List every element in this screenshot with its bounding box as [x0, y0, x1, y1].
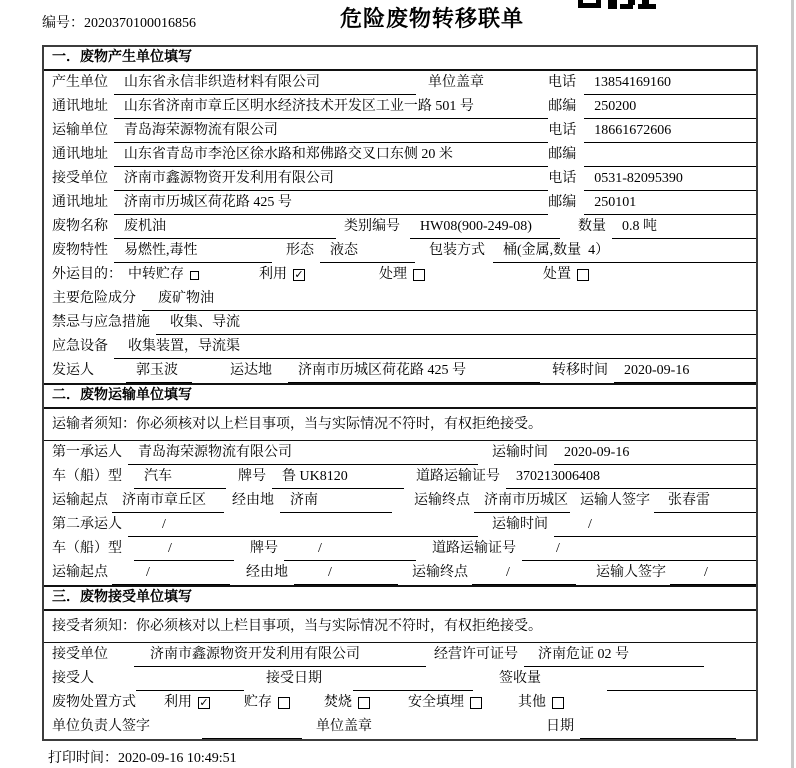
date-value [580, 715, 736, 739]
transporter-sign-value: 张春雷 [654, 489, 756, 513]
transporter-row [44, 119, 756, 143]
transporter-sign-label: 运输人签字 [580, 493, 650, 508]
via-label: 经由地 [232, 493, 274, 508]
address-label: 通讯地址 [52, 195, 108, 210]
purpose-option-dispose-label: 处置 [543, 267, 571, 282]
receive-unit-value: 济南市鑫源物资开发利用有限公司 [134, 643, 426, 667]
acceptor-row [44, 667, 756, 691]
receive-unit-label: 接受单位 [52, 647, 108, 662]
address-label: 通讯地址 [52, 147, 108, 162]
second-route-row [44, 561, 756, 585]
disposal-store-label: 贮存 [244, 695, 272, 710]
waste-name-row [44, 215, 756, 239]
permit-value: 济南危证 02 号 [524, 643, 704, 667]
equipment-label: 应急设备 [52, 339, 108, 354]
emergency-equipment-row [44, 335, 756, 359]
producer-address-value: 山东省济南市章丘区明水经济技术开发区工业一路 501 号 [114, 95, 548, 119]
measures-value: 收集、导流 [156, 311, 756, 335]
zip-label: 邮编 [548, 195, 577, 210]
road-license-label: 道路运输证号 [416, 469, 500, 484]
transporter-label: 运输单位 [52, 123, 108, 138]
producer-value: 山东省永信非织造材料有限公司 [114, 71, 416, 95]
hazard-row [44, 287, 756, 311]
plate-value: / [284, 537, 416, 561]
vehicle-type-value: / [134, 537, 234, 561]
disposal-store-checkbox [278, 697, 290, 709]
disposal-burn-label: 焚烧 [324, 695, 352, 710]
section2-title: 二．废物运输单位填写 [44, 383, 756, 409]
purpose-option-treat-label: 处理 [379, 267, 407, 282]
disposal-other-label: 其他 [518, 695, 546, 710]
disposal-burn-checkbox [358, 697, 370, 709]
transporter-notice: 运输者须知：你必须核对以上栏目事项，当与实际情况不符时，有权拒绝接受。 [44, 409, 756, 441]
first-route-row [44, 489, 756, 513]
document-header [0, 0, 796, 44]
responsible-sign-label: 单位负责人签字 [52, 719, 150, 734]
first-carrier-row [44, 441, 756, 465]
unit-seal-label: 单位盖章 [316, 719, 372, 734]
second-carrier-row [44, 513, 756, 537]
phone-label: 电话 [548, 75, 576, 90]
disposal-landfill-label: 安全填埋 [408, 695, 464, 710]
print-time [48, 747, 237, 767]
packing-label: 包装方式 [429, 243, 485, 258]
responsible-sign-value [202, 715, 302, 739]
route-start-value: / [112, 561, 230, 585]
transporter-address-value: 山东省青岛市李沧区徐水路和郑佛路交叉口东侧 20 米 [114, 143, 548, 167]
phone-label: 电话 [548, 123, 577, 138]
receive-unit-row [44, 643, 756, 667]
waste-property-label: 废物特性 [52, 243, 108, 258]
second-carrier-value: / [128, 513, 478, 537]
accept-date-value [353, 667, 473, 691]
disposal-method-label: 废物处置方式 [52, 695, 136, 710]
producer-label: 产生单位 [52, 75, 108, 90]
purpose-label: 外运目的： [52, 267, 122, 282]
transfer-purpose-row [44, 263, 756, 287]
treat-checkbox [413, 269, 425, 281]
accept-date-label: 接受日期 [266, 671, 322, 686]
plate-value: 鲁 UK8120 [272, 465, 404, 489]
route-start-label: 运输起点 [52, 565, 108, 580]
receiver-zip-value: 250101 [584, 191, 756, 215]
form-label: 形态 [286, 243, 314, 258]
equipment-value: 收集装置，导流渠 [114, 335, 756, 359]
disposal-other-checkbox [552, 697, 564, 709]
serial-value: 2020370100016856 [84, 16, 196, 31]
packing-value: 桶(金属,数量 4） [493, 239, 756, 263]
receiver-label: 接受单位 [52, 171, 108, 186]
road-license-label: 道路运输证号 [432, 541, 516, 556]
transport-time-label: 运输时间 [492, 517, 548, 532]
destination-value: 济南市历城区荷花路 425 号 [288, 359, 540, 383]
road-license-value: 370213006408 [506, 465, 756, 489]
transport-time-label: 运输时间 [492, 445, 548, 460]
vehicle-type-label: 车（船）型 [52, 469, 122, 484]
consignor-label: 发运人 [52, 363, 94, 378]
route-start-value: 济南市章丘区 [112, 489, 224, 513]
consignor-row [44, 359, 756, 383]
receiver-row [44, 167, 756, 191]
route-end-label: 运输终点 [414, 493, 470, 508]
section3-title: 三．废物接受单位填写 [44, 585, 756, 611]
first-vehicle-row [44, 465, 756, 489]
hazard-value: 废矿物油 [142, 287, 756, 311]
unit-seal-label: 单位盖章 [428, 75, 484, 90]
zip-label: 邮编 [548, 99, 577, 114]
transporter-phone-value: 18661672606 [584, 119, 756, 143]
receiver-phone-value: 0531-82095390 [584, 167, 756, 191]
second-vehicle-row [44, 537, 756, 561]
zip-label: 邮编 [548, 147, 577, 162]
receiver-address-value: 济南市历城区荷花路 425 号 [114, 191, 548, 215]
measures-label: 禁忌与应急措施 [52, 315, 150, 330]
transporter-value: 青岛海荣源物流有限公司 [114, 119, 548, 143]
purpose-option-storage-label: 中转贮存 [128, 267, 184, 282]
receiver-address-row [44, 191, 756, 215]
transporter-sign-value: / [670, 561, 756, 585]
form-value: 液态 [320, 239, 415, 263]
serial-label: 编号： [42, 16, 84, 31]
vehicle-type-label: 车（船）型 [52, 541, 122, 556]
page-title: 危险废物转移联单 [339, 6, 524, 31]
transfer-time-label: 转移时间 [552, 363, 608, 378]
transport-time-value: 2020-09-16 [554, 441, 756, 465]
transporter-address-row [44, 143, 756, 167]
second-carrier-label: 第二承运人 [52, 517, 122, 532]
waste-property-value: 易燃性,毒性 [114, 239, 272, 263]
disposal-use-label: 利用 [164, 695, 192, 710]
vehicle-type-value: 汽车 [134, 465, 226, 489]
route-start-label: 运输起点 [52, 493, 108, 508]
first-carrier-label: 第一承运人 [52, 445, 122, 460]
via-value: 济南 [280, 489, 392, 513]
route-end-label: 运输终点 [412, 565, 468, 580]
date-label: 日期 [546, 719, 574, 734]
via-label: 经由地 [246, 565, 288, 580]
receiver-notice: 接受者须知：你必须核对以上栏目事项，当与实际情况不符时，有权拒绝接受。 [44, 611, 756, 643]
transfer-time-value: 2020-09-16 [614, 359, 756, 383]
phone-label: 电话 [548, 171, 577, 186]
route-end-value: 济南市历城区 [474, 489, 570, 513]
first-carrier-value: 青岛海荣源物流有限公司 [128, 441, 478, 465]
quantity-label: 数量 [578, 219, 606, 234]
page-edge-line [791, 0, 794, 768]
qr-code-fragment-icon [578, 0, 656, 9]
disposal-landfill-checkbox [470, 697, 482, 709]
sign-quantity-label: 签收量 [499, 671, 541, 686]
producer-zip-value: 250200 [584, 95, 756, 119]
address-label: 通讯地址 [52, 99, 108, 114]
destination-label: 运达地 [230, 363, 272, 378]
plate-label: 牌号 [250, 541, 278, 556]
producer-phone-value: 13854169160 [584, 71, 756, 95]
waste-property-row [44, 239, 756, 263]
emergency-measures-row [44, 311, 756, 335]
road-license-value: / [522, 537, 756, 561]
acceptor-label: 接受人 [52, 671, 94, 686]
responsible-signature-row [44, 715, 756, 739]
hazard-label: 主要危险成分 [52, 291, 136, 306]
section1-title: 一．废物产生单位填写 [44, 47, 756, 71]
via-value: / [294, 561, 398, 585]
dispose-checkbox [577, 269, 589, 281]
category-code-value: HW08(900-249-08) [410, 215, 560, 239]
use-checkbox: ✓ [294, 269, 304, 281]
storage-checkbox [190, 271, 199, 280]
receiver-value: 济南市鑫源物资开发利用有限公司 [114, 167, 548, 191]
sign-quantity-value [607, 667, 756, 691]
transport-time-value: / [554, 513, 756, 537]
waste-name-value: 废机油 [114, 215, 336, 239]
consignor-value: 郭玉波 [126, 359, 192, 383]
purpose-option-use-label: 利用 [259, 267, 287, 282]
transporter-sign-label: 运输人签字 [596, 565, 666, 580]
transfer-form [42, 45, 758, 741]
quantity-value: 0.8 吨 [612, 215, 756, 239]
disposal-use-checkbox: ✓ [199, 697, 209, 709]
category-code-label: 类别编号 [344, 219, 400, 234]
producer-address-row [44, 95, 756, 119]
producer-row [44, 71, 756, 95]
permit-label: 经营许可证号 [434, 647, 518, 662]
print-time-label: 打印时间： [48, 751, 118, 766]
acceptor-value [136, 667, 244, 691]
disposal-method-row [44, 691, 756, 715]
print-time-value: 2020-09-16 10:49:51 [118, 751, 237, 766]
plate-label: 牌号 [238, 469, 266, 484]
waste-name-label: 废物名称 [52, 219, 108, 234]
route-end-value: / [472, 561, 576, 585]
transporter-zip-value [584, 143, 756, 167]
